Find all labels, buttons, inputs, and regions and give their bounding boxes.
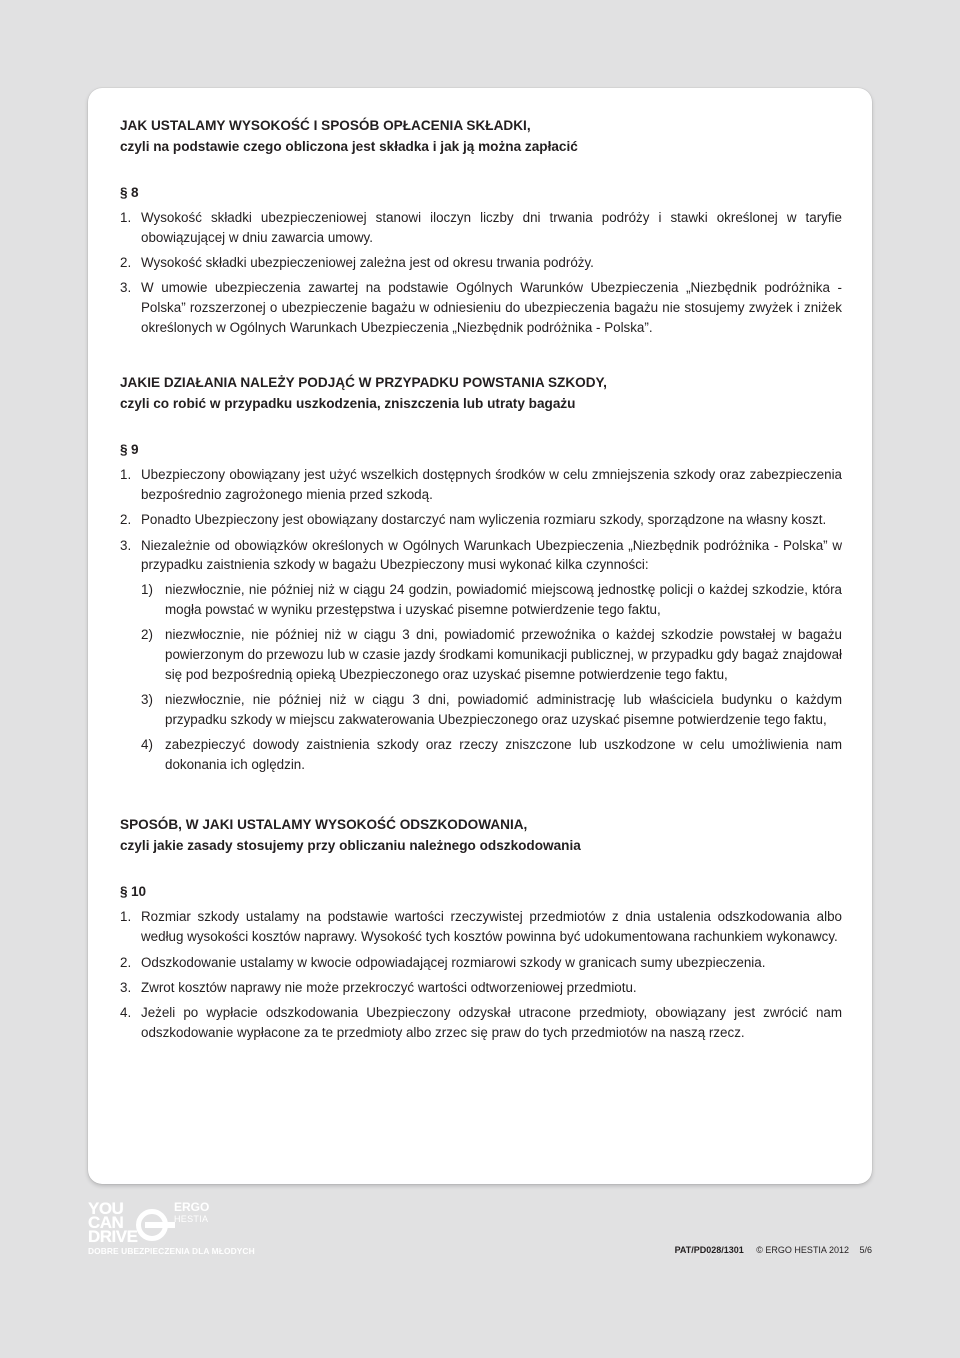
copyright: © ERGO HESTIA 2012 [756, 1245, 849, 1255]
section-heading [120, 115, 842, 157]
list-item [120, 208, 842, 248]
logo-line: YOU [88, 1199, 124, 1218]
sub-item-number: 1) [141, 582, 153, 598]
slogan: DOBRE UBEZPIECZENIA DLA MŁODYCH [88, 1246, 255, 1256]
section-compensation [120, 814, 842, 1042]
list-item [120, 510, 842, 530]
item-text: Jeżeli po wypłacie odszkodowania Ubezpieczony odzyskał utracone przedmioty, obowiązany jest zwrócić nam odszkodowanie wypłacone za te przedmioty albo zrzec się praw do tych przedmiotów na naszą rzecz. [141, 1005, 842, 1040]
section-subtitle: czyli na podstawie czego obliczona jest składka i jak ją można zapłacić [120, 139, 578, 154]
list-item [120, 1003, 842, 1043]
section-heading [120, 372, 842, 414]
page-footer [88, 1198, 872, 1262]
sub-item-text: zabezpieczyć dowody zaistnienia szkody oraz rzeczy zniszczone lub uszkodzone w celu umożliwienia nam dokonania ich oględzin. [165, 737, 842, 773]
section-sign: § [120, 884, 128, 900]
logo-line: DRIVE [88, 1227, 138, 1246]
section-heading [120, 814, 842, 856]
logo-wordmark [88, 1199, 138, 1246]
paragraph-items [120, 208, 842, 338]
sub-list-item [141, 690, 842, 730]
section-subtitle: czyli co robić w przypadku uszkodzenia, zniszczenia lub utraty bagażu [120, 396, 576, 412]
brand-subname: HESTIA [174, 1214, 209, 1224]
item-text: Niezależnie od obowiązków określonych w Ogólnych Warunkach Ubezpieczenia „Niezbędnik podróżnika - Polska” w przypadku zaistnienia szkody w bagażu Ubezpieczony musi wykonać kilka czynności: [141, 537, 842, 573]
section-sign: § [120, 185, 128, 200]
document-code: PAT/PD028/1301 [674, 1245, 744, 1255]
brand-name: ERGO [174, 1200, 210, 1214]
document-content [120, 115, 842, 1048]
page-number: 5/6 [859, 1245, 872, 1255]
list-item [120, 536, 842, 775]
paragraph-number [120, 439, 842, 461]
item-number: 2. [120, 255, 132, 271]
logo-line: CAN [88, 1213, 124, 1232]
item-text: Zwrot kosztów naprawy nie może przekroczyć wartości odtworzeniowej przedmiotu. [141, 979, 637, 995]
item-text: Wysokość składki ubezpieczeniowej stanowi iloczyn liczby dni trwania podróży i stawki określonej w taryfie obowiązującej w dniu zawarcia umowy. [141, 210, 842, 245]
list-item [120, 907, 842, 947]
paragraph-number [120, 881, 842, 903]
sub-list-item [141, 735, 842, 775]
paragraph-items [120, 465, 842, 775]
list-item [120, 278, 842, 337]
sub-item-text: niezwłocznie, nie później niż w ciągu 3 dni, powiadomić administrację lub właściciela budynku o każdym przypadku szkody w miejscu zakwaterowania Ubezpieczonego oraz uzyskać pisemne potwierdzenie tego faktu, [165, 692, 842, 728]
list-item [120, 253, 842, 273]
item-number: 1. [120, 909, 132, 925]
sub-items [141, 580, 842, 775]
sub-list-item [141, 625, 842, 684]
paragraph-number [120, 182, 842, 204]
item-text: Ponadto Ubezpieczony jest obowiązany dostarczyć nam wyliczenia rozmiaru szkody, sporządzone na własny koszt. [141, 512, 827, 528]
section-damage-actions [120, 372, 842, 775]
item-number: 2. [120, 512, 132, 528]
list-item [120, 978, 842, 998]
section-sign: § [120, 442, 128, 458]
section-title: JAKIE DZIAŁANIA NALEŻY PODJĄĆ W PRZYPADKU POWSTANIA SZKODY, [120, 375, 607, 391]
list-item [120, 465, 842, 505]
paragraph-number-value: 10 [131, 884, 147, 900]
item-number: 1. [120, 467, 132, 483]
footer-meta [675, 1245, 872, 1255]
item-text: Rozmiar szkody ustalamy na podstawie wartości rzeczywistej przedmiotów z dnia ustalenia odszkodowania albo według wysokości kosztów naprawy. Wysokość tych kosztów powinna być udokumentowana rachunkiem wykonawcy. [141, 909, 842, 945]
item-text: Ubezpieczony obowiązany jest użyć wszelkich dostępnych środków w celu zmniejszenia szkody oraz zabezpieczenia bezpośrednio zagrożonego mienia przed szkodą. [141, 467, 842, 503]
logo-ring-icon [136, 1209, 168, 1241]
list-item [120, 953, 842, 973]
sub-item-text: niezwłocznie, nie później niż w ciągu 3 dni, powiadomić przewoźnika o każdej szkodzie powstałej w bagażu powierzonym do przewozu lub w czasie jazdy środkami komunikacji publicznej, w przypadku gdy bagaż znajdował się pod bezpośrednią opieką Ubezpieczonego oraz uzyskać pisemne potwierdzenie tego faktu, [165, 627, 842, 682]
item-text: Wysokość składki ubezpieczeniowej zależna jest od okresu trwania podróży. [141, 255, 594, 271]
sub-item-number: 3) [141, 692, 153, 708]
paragraph-number-value: 8 [131, 185, 139, 200]
sub-list-item [141, 580, 842, 620]
sub-item-number: 2) [141, 627, 153, 643]
section-title: SPOSÓB, W JAKI USTALAMY WYSOKOŚĆ ODSZKODOWANIA, [120, 817, 528, 833]
sub-item-number: 4) [141, 737, 153, 753]
item-number: 1. [120, 210, 132, 225]
item-number: 3. [120, 280, 132, 296]
item-number: 3. [120, 979, 132, 995]
item-text: Odszkodowanie ustalamy w kwocie odpowiadającej rozmiarowi szkody w granicach sumy ubezpieczenia. [141, 954, 766, 970]
paragraph-number-value: 9 [131, 442, 139, 458]
section-title: JAK USTALAMY WYSOKOŚĆ I SPOSÓB OPŁACENIA SKŁADKI, [120, 118, 531, 133]
item-number: 3. [120, 537, 132, 553]
paragraph-items [120, 907, 842, 1042]
item-number: 4. [120, 1005, 132, 1021]
section-premium [120, 115, 842, 338]
sub-item-text: niezwłocznie, nie później niż w ciągu 24 godzin, powiadomić miejscową jednostkę policji o każdej szkodzie, która mogła powstać w wyniku przestępstwa i uzyskać pisemne potwierdzenie tego faktu, [165, 582, 842, 618]
section-subtitle: czyli jakie zasady stosujemy przy obliczaniu należnego odszkodowania [120, 838, 581, 854]
item-text: W umowie ubezpieczenia zawartej na podstawie Ogólnych Warunków Ubezpieczenia „Niezbędnik podróżnika - Polska” rozszerzonej o ubezpieczenie bagażu w odniesieniu do ubezpieczenia bagażu nie stosujemy zwyżek i zniżek określonych w Ogólnych Warunkach Ubezpieczenia „Niezbędnik podróżnika - Polska”. [141, 280, 842, 335]
item-number: 2. [120, 954, 132, 970]
